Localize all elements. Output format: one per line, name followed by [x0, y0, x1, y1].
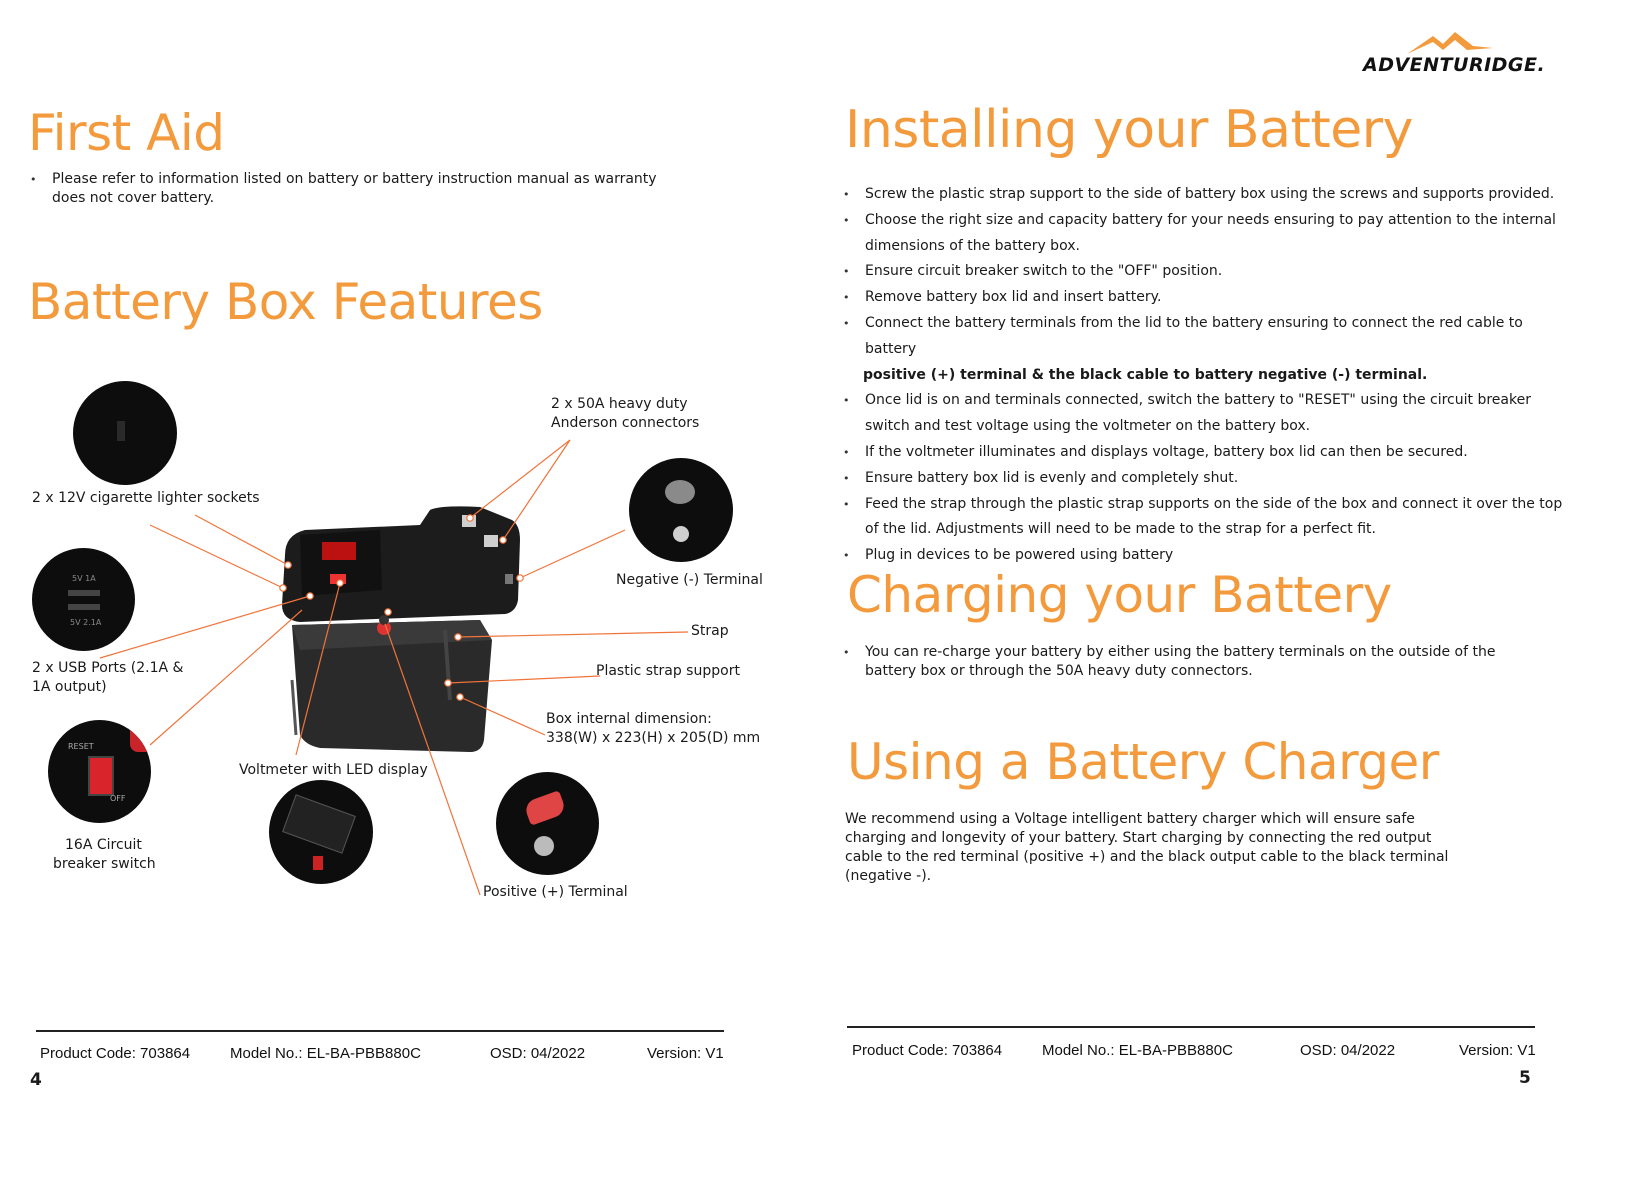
reset-label: RESET	[68, 742, 94, 751]
socket-icon	[117, 421, 125, 441]
install-step: • Ensure circuit breaker switch to the "OFF" position.	[843, 259, 1563, 285]
label-strap: Strap	[691, 623, 729, 639]
charging-title: Charging your Battery	[847, 566, 1392, 624]
circuit-breaker-photo	[48, 720, 151, 823]
install-steps-list	[843, 182, 1563, 569]
label-breaker-2: breaker switch	[53, 856, 156, 872]
voltmeter-display-icon	[282, 794, 356, 853]
install-step: • Once lid is on and terminals connected, switch the battery to "RESET" using the circuit breaker switch and test voltage using the voltmeter on the battery box.	[843, 388, 1563, 440]
install-step: • Remove battery box lid and insert battery.	[843, 285, 1563, 311]
page-number-right: 5	[1519, 1068, 1531, 1088]
footer-product-code: Product Code: 703864	[852, 1042, 1003, 1059]
footer-divider	[847, 1026, 1535, 1028]
label-dimension-1: Box internal dimension:	[546, 711, 712, 727]
off-label: OFF	[110, 794, 126, 803]
install-step: • Choose the right size and capacity battery for your needs ensuring to pay attention to the internal dimensions of the battery box.	[843, 208, 1563, 260]
lighter-socket-photo	[73, 381, 177, 485]
usb-port-icon	[68, 590, 100, 596]
brand-logo: ADVENTURIDGE.	[1363, 54, 1546, 76]
usb-top-label: 5V 1A	[72, 574, 96, 583]
footer-model-no: Model No.: EL-BA-PBB880C	[230, 1045, 421, 1062]
voltmeter-photo	[269, 780, 373, 884]
red-cap-icon	[130, 722, 151, 752]
install-step: • Ensure battery box lid is evenly and completely shut.	[843, 466, 1563, 492]
label-lighter-sockets: 2 x 12V cigarette lighter sockets	[32, 490, 260, 506]
footer-osd: OSD: 04/2022	[1300, 1042, 1396, 1059]
first-aid-title: First Aid	[28, 104, 225, 162]
charging-text: • You can re-charge your battery by either using the battery terminals on the outside of the battery box or through the 50A heavy duty connectors.	[843, 643, 1543, 681]
usb-port-icon	[68, 604, 100, 610]
footer-osd: OSD: 04/2022	[490, 1045, 586, 1062]
charger-title: Using a Battery Charger	[847, 733, 1439, 791]
install-step: • Feed the strap through the plastic strap supports on the side of the box and connect it over the top of the lid. Adjustments will need to be made to the strap for a perfect fit.	[843, 492, 1563, 544]
footer-divider	[36, 1030, 724, 1032]
label-usb-1: 2 x USB Ports (2.1A &	[32, 660, 184, 676]
label-negative-terminal: Negative (-) Terminal	[616, 572, 763, 588]
features-title: Battery Box Features	[28, 273, 543, 331]
left-page	[0, 0, 823, 1190]
terminal-post-icon	[665, 480, 695, 504]
charging-list	[843, 643, 1543, 681]
footer-version: Version: V1	[1459, 1042, 1536, 1059]
positive-icon	[534, 836, 554, 856]
install-step: • Plug in devices to be powered using battery	[843, 543, 1563, 569]
breaker-switch-icon	[88, 756, 114, 796]
label-strap-support: Plastic strap support	[596, 663, 740, 679]
first-aid-text: • Please refer to information listed on battery or battery instruction manual as warranty does not cover battery.	[30, 170, 670, 208]
install-step: • Screw the plastic strap support to the side of battery box using the screws and supports provided.	[843, 182, 1563, 208]
install-step: • Connect the battery terminals from the lid to the battery ensuring to connect the red cable to battery	[843, 311, 1563, 363]
negative-icon	[673, 526, 689, 542]
negative-terminal-photo	[629, 458, 733, 562]
label-dimension-2: 338(W) x 223(H) x 205(D) mm	[546, 730, 761, 746]
usb-bottom-label: 5V 2.1A	[70, 618, 102, 627]
positive-terminal-photo	[496, 772, 599, 875]
label-breaker-1: 16A Circuit	[65, 837, 142, 853]
brand-mountain-icon	[1405, 30, 1495, 56]
voltmeter-led-icon	[313, 856, 323, 870]
footer-model-no: Model No.: EL-BA-PBB880C	[1042, 1042, 1233, 1059]
install-step-bold: positive (+) terminal & the black cable to battery negative (-) terminal.	[863, 366, 1428, 383]
label-usb-2: 1A output)	[32, 679, 107, 695]
battery-box-icon	[282, 506, 520, 752]
label-anderson-1: 2 x 50A heavy duty	[551, 396, 688, 412]
red-terminal-cap-icon	[523, 790, 567, 826]
footer-product-code: Product Code: 703864	[40, 1045, 191, 1062]
charger-text: We recommend using a Voltage intelligent battery charger which will ensure safe charging and longevity of your battery. Start charging by connecting the red output cable to the red terminal (positive +) and the black output cable to the black terminal (negative -).	[845, 811, 1449, 884]
usb-ports-photo	[32, 548, 135, 651]
label-anderson-2: Anderson connectors	[551, 415, 700, 431]
label-voltmeter: Voltmeter with LED display	[239, 762, 428, 778]
right-page	[823, 0, 1647, 1190]
install-title: Installing your Battery	[845, 100, 1413, 160]
install-step: • If the voltmeter illuminates and displays voltage, battery box lid can then be secured.	[843, 440, 1563, 466]
page-number-left: 4	[30, 1070, 42, 1090]
footer-version: Version: V1	[647, 1045, 724, 1062]
voltmeter-panel	[322, 542, 356, 560]
label-positive-terminal: Positive (+) Terminal	[483, 884, 628, 900]
